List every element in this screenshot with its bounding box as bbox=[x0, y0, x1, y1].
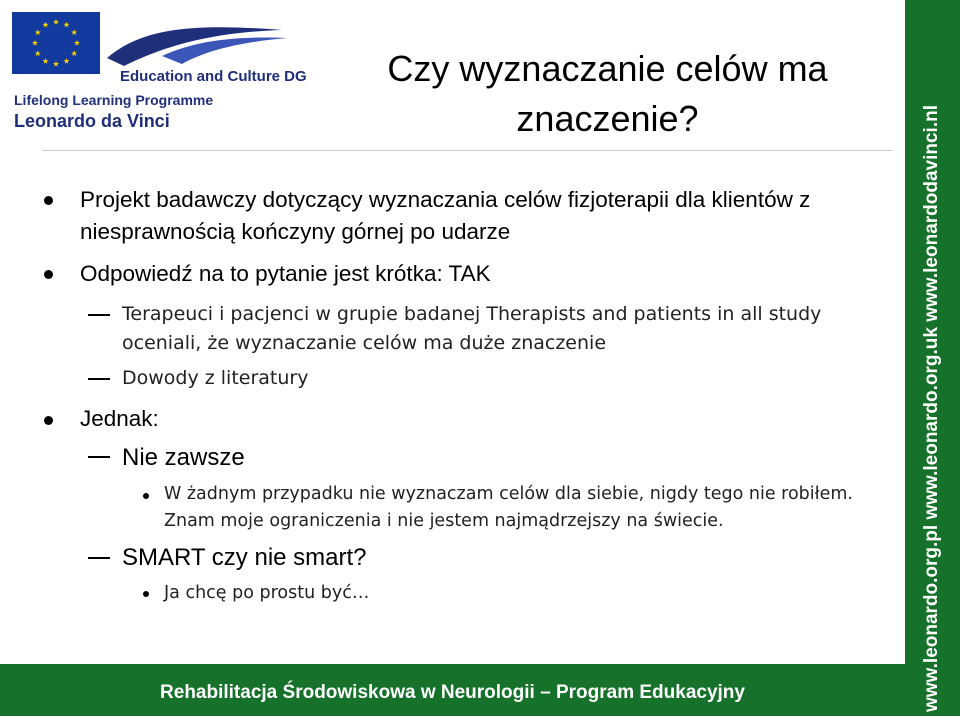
bullet-dash bbox=[88, 378, 110, 380]
sub-bullet-not-always: Nie zawsze bbox=[122, 444, 245, 471]
bullet-short-answer: Odpowiedź na to pytanie jest krótka: TAK bbox=[80, 261, 491, 286]
bullet-dot bbox=[44, 270, 53, 279]
bullet-research-project: Projekt badawczy dotyczący wyznaczania celów fizjoterapii dla klientów z niesprawnością kończyny górnej po udarze bbox=[80, 187, 811, 244]
title-divider bbox=[42, 150, 892, 151]
footer-bar bbox=[0, 664, 905, 716]
dg-label: Education and Culture DG bbox=[120, 68, 307, 85]
slide-title-line-2: znaczenie? bbox=[516, 98, 699, 139]
quote-just-be: Ja chcę po prostu być… bbox=[164, 583, 370, 603]
footer-title: Rehabilitacja Środowiskowa w Neurologii – Program Edukacyjny bbox=[160, 682, 745, 703]
bullet-dot bbox=[44, 196, 53, 205]
side-banner-urls: www.leonardo.org.pl www.leonardo.org.uk www.leonardodavinci.nl bbox=[921, 105, 942, 712]
bullet-however: Jednak: bbox=[80, 406, 159, 431]
leonardo-label: Leonardo da Vinci bbox=[14, 111, 170, 131]
side-banner bbox=[905, 0, 960, 716]
slide-title-line-1: Czy wyznaczanie celów ma bbox=[387, 48, 828, 89]
sub-bullet-literature: Dowody z literatury bbox=[122, 367, 309, 389]
swoosh-logo-icon bbox=[102, 18, 292, 73]
logo-area bbox=[0, 0, 307, 150]
bullet-dash bbox=[88, 557, 110, 559]
bullet-dot bbox=[44, 416, 53, 425]
sub-bullet-therapists-patients: Terapeuci i pacjenci w grupie badanej Therapists and patients in all study oceniali, że wyznaczanie celów ma duże znaczenie bbox=[122, 303, 822, 354]
bullet-small-dot bbox=[143, 591, 149, 597]
quote-no-goals: W żadnym przypadku nie wyznaczam celów dla siebie, nigdy tego nie robiłem. Znam moje ograniczenia i nie jestem najmądrzejszy na świecie. bbox=[164, 484, 853, 531]
bullet-dash bbox=[88, 314, 110, 316]
programme-label: Lifelong Learning Programme bbox=[14, 92, 214, 108]
bullet-dash bbox=[88, 456, 110, 458]
bullet-small-dot bbox=[143, 493, 149, 499]
slide-title bbox=[320, 44, 895, 144]
sub-bullet-smart: SMART czy nie smart? bbox=[122, 544, 367, 571]
eu-flag-icon bbox=[12, 12, 100, 74]
